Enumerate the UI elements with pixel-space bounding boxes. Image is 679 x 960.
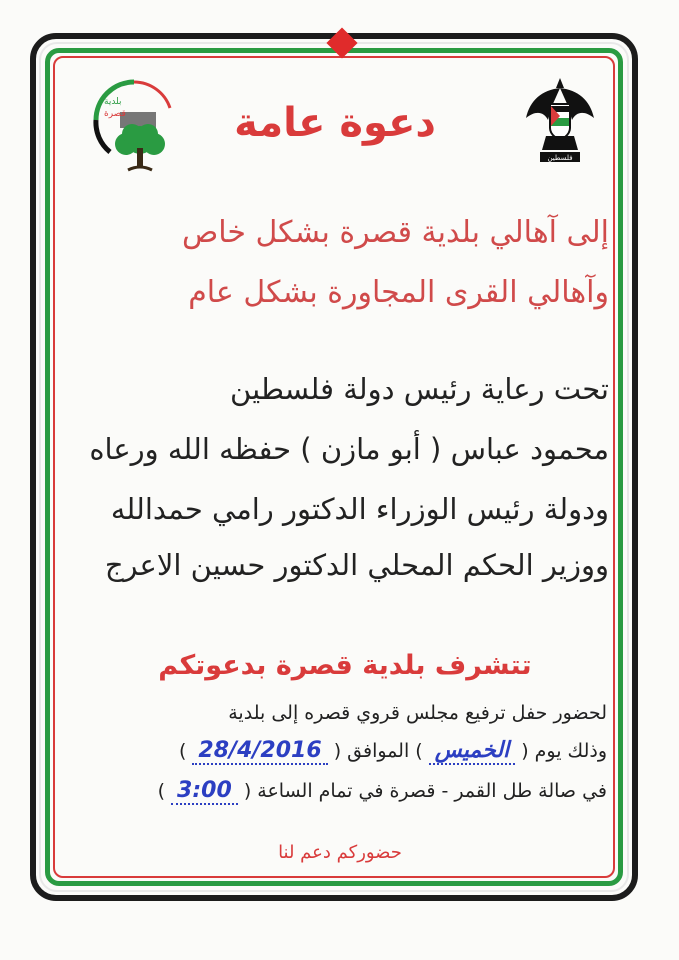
place-time-line [158,778,607,803]
invitation-heading: تتشرف بلدية قصرة بدعوتكم [158,650,532,681]
palestine-eagle-emblem-icon [522,70,598,170]
addressee-line-1: إلى آهالي بلدية قصرة بشكل خاص [181,215,609,250]
page-title: دعوة عامة [234,100,436,146]
event-description: لحضور حفل ترفيع مجلس قروي قصره إلى بلدية [228,702,607,724]
date-line [179,738,607,763]
patronage-line-4: ووزير الحكم المحلي الدكتور حسين الاعرج [104,548,609,582]
closing-line: حضوركم دعم لنا [278,842,402,863]
svg-text:بلدية: بلدية [104,97,122,107]
patronage-line-3: ودولة رئيس الوزراء الدكتور رامي حمدالله [110,492,609,526]
patronage-line-2: محمود عباس ( أبو مازن ) حفظه الله ورعاه [89,432,609,466]
place-prefix: في صالة طل القمر - قصرة في تمام الساعة ( [243,780,607,802]
patronage-line-1: تحت رعاية رئيس دولة فلسطين [230,372,609,406]
addressee-line-2: وآهالي القرى المجاورة بشكل عام [188,275,609,310]
place-suffix: ) [157,780,165,802]
day-mid: ) الموافق ( [333,740,423,762]
olive-tree-logo-icon [82,72,182,177]
time-value: 3:00 [171,778,238,805]
day-value: الخميس [429,738,515,765]
svg-text:قصرة: قصرة [104,109,126,119]
day-prefix: وذلك يوم ( [521,740,607,762]
date-suffix: ) [178,740,187,762]
svg-text:فلسطين: فلسطين [547,154,573,162]
date-value: 28/4/2016 [192,738,327,765]
